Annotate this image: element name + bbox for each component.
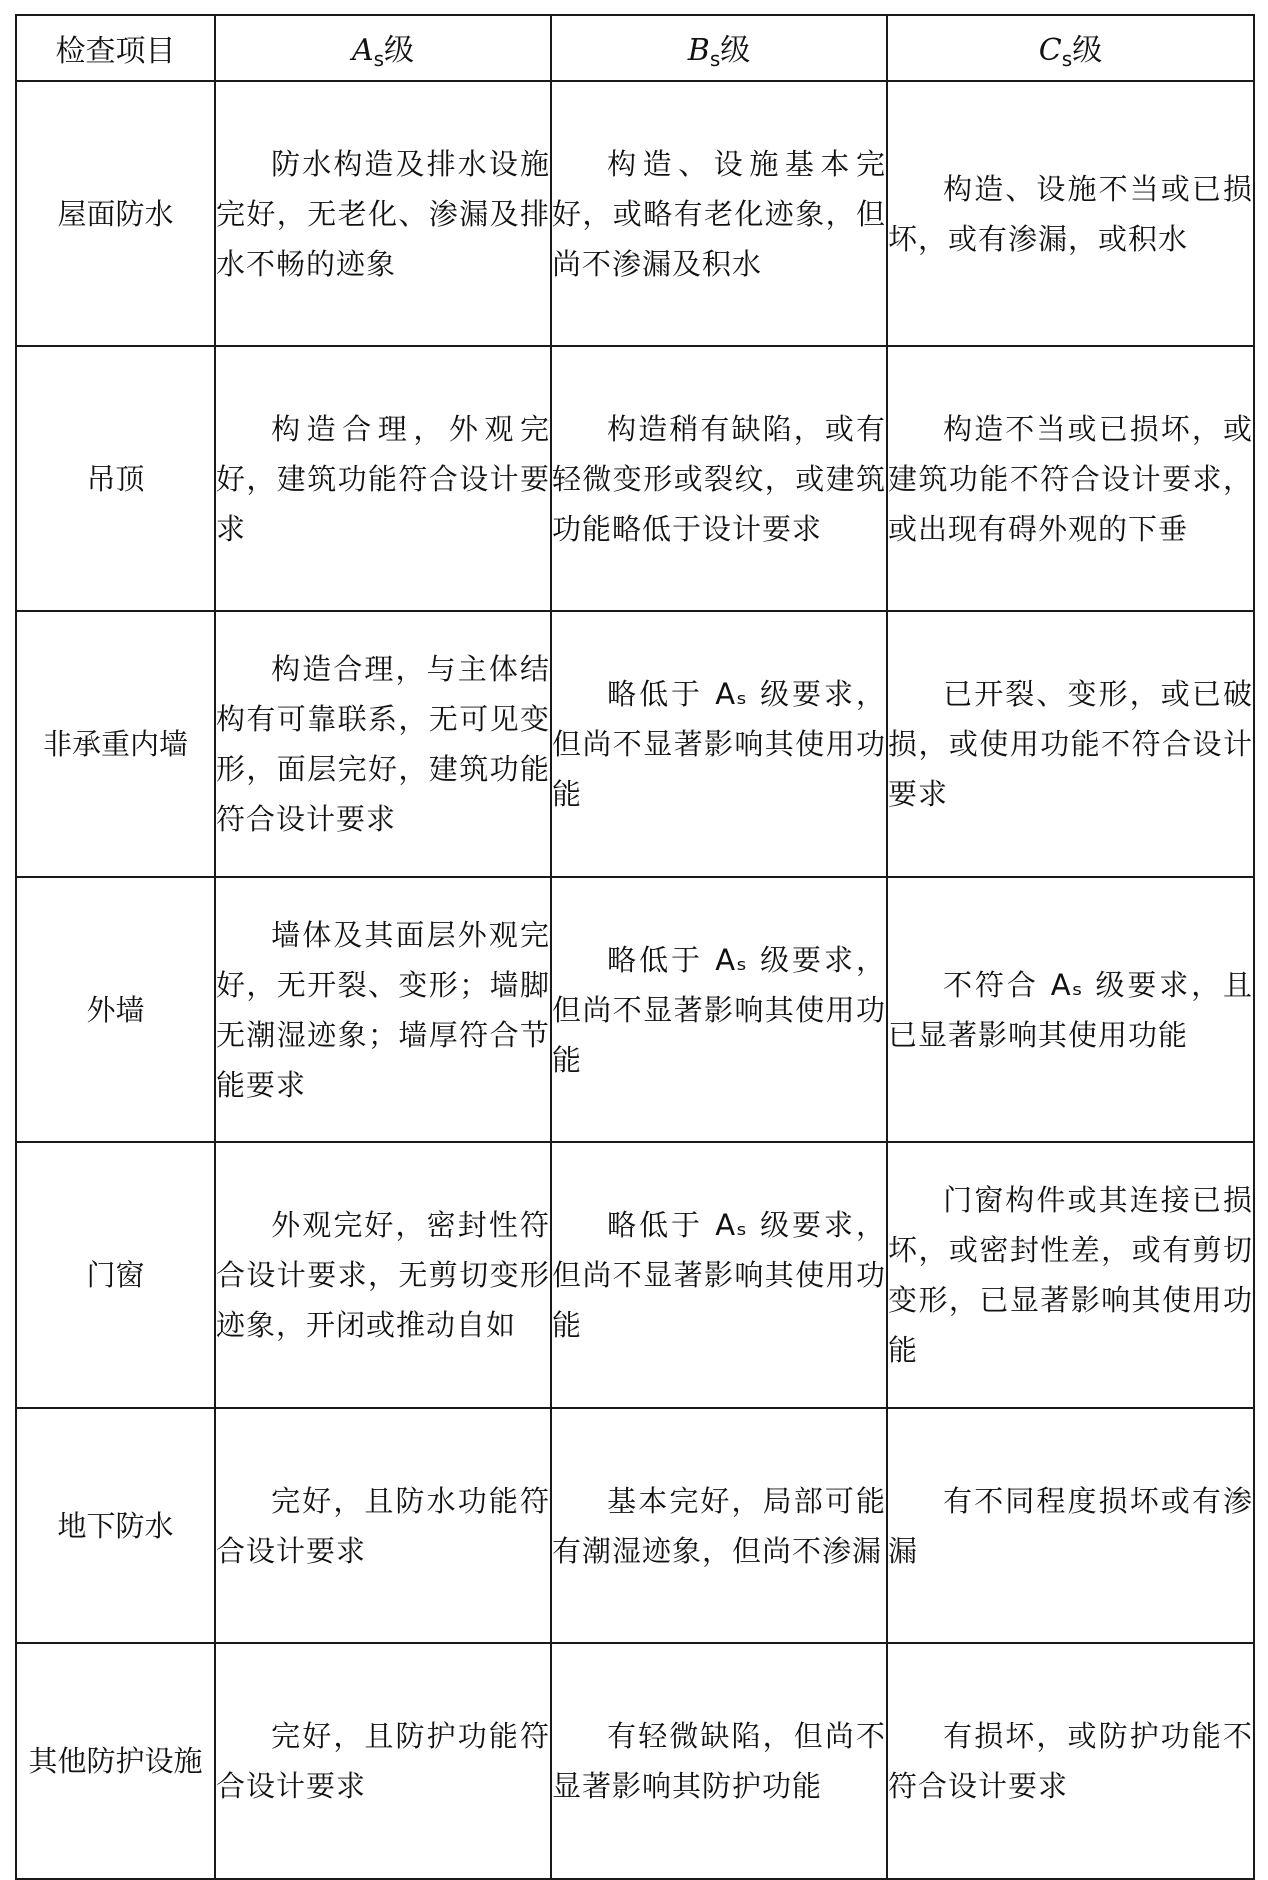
grade-b-criteria: 基本完好，局部可能有潮湿迹象，但尚不渗漏: [551, 1408, 887, 1643]
row-item-label: 吊顶: [16, 346, 215, 611]
header-inspection-item: 检查项目: [16, 15, 215, 81]
grade-a-criteria: 外观完好，密封性符合设计要求，无剪切变形迹象，开闭或推动自如: [215, 1142, 551, 1408]
grade-c-criteria: 不符合 Aₛ 级要求，且已显著影响其使用功能: [887, 877, 1254, 1142]
grade-a-criteria: 构造合理，与主体结构有可靠联系，无可见变形，面层完好，建筑功能符合设计要求: [215, 611, 551, 877]
grade-c-letter: C: [1038, 33, 1062, 68]
grade-a-criteria: 墙体及其面层外观完好，无开裂、变形；墙脚无潮湿迹象；墙厚符合节能要求: [215, 877, 551, 1142]
table-row: [16, 1643, 1254, 1879]
grade-c-criteria: 构造不当或已损坏，或建筑功能不符合设计要求，或出现有碍外观的下垂: [887, 346, 1254, 611]
grade-c-criteria: 有损坏，或防护功能不符合设计要求: [887, 1643, 1254, 1879]
row-item-label: 其他防护设施: [16, 1643, 215, 1879]
grade-c-criteria: 已开裂、变形，或已破损，或使用功能不符合设计要求: [887, 611, 1254, 877]
grade-c-criteria: 门窗构件或其连接已损坏，或密封性差，或有剪切变形，已显著影响其使用功能: [887, 1142, 1254, 1408]
grade-c-suffix: 级: [1072, 33, 1103, 68]
grade-c-criteria: 有不同程度损坏或有渗漏: [887, 1408, 1254, 1643]
table-row: [16, 877, 1254, 1142]
grade-b-criteria: 构造稍有缺陷，或有轻微变形或裂纹，或建筑功能略低于设计要求: [551, 346, 887, 611]
row-item-label: 屋面防水: [16, 81, 215, 346]
table-row: [16, 1142, 1254, 1408]
grade-b-criteria: 构造、设施基本完好，或略有老化迹象，但尚不渗漏及积水: [551, 81, 887, 346]
grade-a-letter: A: [351, 33, 374, 68]
header-grade-b: [551, 15, 887, 81]
grade-c-criteria: 构造、设施不当或已损坏，或有渗漏，或积水: [887, 81, 1254, 346]
header-grade-a: [215, 15, 551, 81]
grade-a-subscript: s: [373, 47, 385, 71]
grade-b-letter: B: [687, 33, 710, 68]
row-item-label: 非承重内墙: [16, 611, 215, 877]
grade-a-suffix: 级: [384, 33, 415, 68]
grade-a-criteria: 构造合理，外观完好，建筑功能符合设计要求: [215, 346, 551, 611]
row-item-label: 门窗: [16, 1142, 215, 1408]
table-row: [16, 1408, 1254, 1643]
table-row: [16, 81, 1254, 346]
inspection-grade-table: [15, 14, 1255, 1880]
grade-b-criteria: 略低于 Aₛ 级要求，但尚不显著影响其使用功能: [551, 877, 887, 1142]
grade-a-criteria: 完好，且防护功能符合设计要求: [215, 1643, 551, 1879]
grade-b-subscript: s: [709, 47, 721, 71]
grade-a-criteria: 防水构造及排水设施完好，无老化、渗漏及排水不畅的迹象: [215, 81, 551, 346]
row-item-label: 外墙: [16, 877, 215, 1142]
header-row: [16, 15, 1254, 81]
grade-b-criteria: 有轻微缺陷，但尚不显著影响其防护功能: [551, 1643, 887, 1879]
grade-c-subscript: s: [1061, 47, 1073, 71]
grade-a-criteria: 完好，且防水功能符合设计要求: [215, 1408, 551, 1643]
row-item-label: 地下防水: [16, 1408, 215, 1643]
grade-b-criteria: 略低于 Aₛ 级要求，但尚不显著影响其使用功能: [551, 611, 887, 877]
table-row: [16, 346, 1254, 611]
grade-b-suffix: 级: [720, 33, 751, 68]
header-grade-c: [887, 15, 1254, 81]
grade-b-criteria: 略低于 Aₛ 级要求，但尚不显著影响其使用功能: [551, 1142, 887, 1408]
table-row: [16, 611, 1254, 877]
